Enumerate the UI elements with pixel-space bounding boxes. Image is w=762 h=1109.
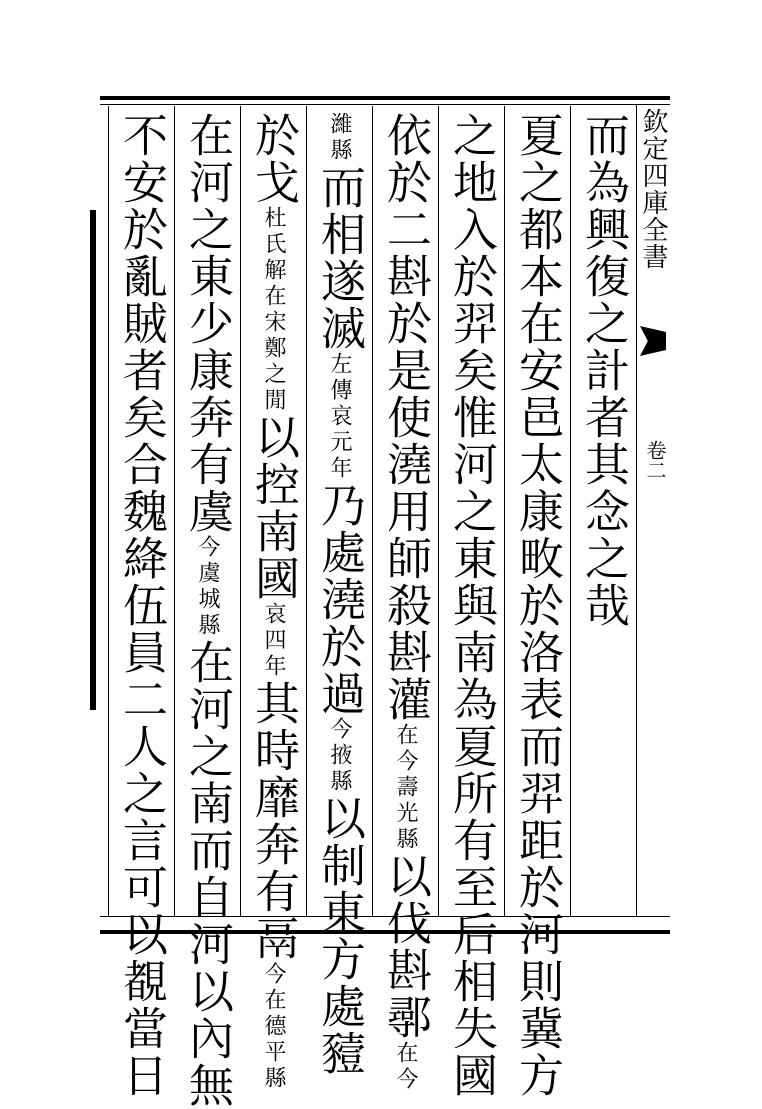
commentary-line-right: 杜氏解在 [261, 206, 286, 310]
column-rule [372, 106, 373, 916]
text-column [111, 112, 171, 1099]
volume-label: 卷二 [643, 440, 667, 480]
commentary-line-right: 今虞 [195, 535, 220, 587]
commentary-line-right: 在今 [393, 1041, 418, 1093]
main-text: 其時靡奔有鬲 [247, 680, 300, 962]
column-rule [570, 106, 571, 916]
column-rule [174, 106, 175, 916]
text-column [177, 112, 237, 1109]
text-column [441, 112, 501, 1099]
commentary-note [309, 717, 369, 795]
column-rule [636, 106, 637, 916]
commentary-line-left: 光縣 [393, 801, 418, 853]
commentary-line-left: 縣 [327, 138, 352, 164]
commentary-line-left: 平縣 [261, 1040, 286, 1092]
text-column [243, 112, 303, 1092]
commentary-line-right: 在今壽 [393, 723, 418, 801]
main-text: 而相遂滅 [313, 164, 366, 352]
commentary-line-right: 今掖 [327, 717, 352, 769]
column-rule [240, 106, 241, 916]
main-text: 之地入於羿矣惟河之東與南為夏所有至后相失國 [445, 112, 498, 1099]
commentary-note [375, 1041, 435, 1093]
main-text: 以控南國 [247, 414, 300, 602]
binding-shadow [90, 210, 96, 710]
book-title: 欽定四庫全書 [638, 108, 668, 270]
main-text: 在河之南而自河以內無 [181, 639, 234, 1109]
main-text: 以伐斟鄩 [379, 853, 432, 1041]
main-text: 以制東方處豷 [313, 795, 366, 1077]
text-column [309, 112, 369, 1077]
commentary-note [177, 535, 237, 639]
commentary-note [309, 112, 369, 164]
main-text: 而為興復之計者其念之哉 [577, 112, 630, 629]
commentary-line-left: 年 [261, 654, 286, 680]
commentary-note [309, 352, 369, 482]
commentary-note [375, 723, 435, 853]
main-text: 在河之東少康奔有虞 [181, 112, 234, 535]
column-rule [306, 106, 307, 916]
text-column [375, 112, 435, 1093]
column-rule [438, 106, 439, 916]
main-text: 依於二斟於是使澆用師殺斟灌 [379, 112, 432, 723]
commentary-line-right: 濰 [327, 112, 352, 138]
commentary-note [243, 206, 303, 414]
commentary-line-left: 元年 [327, 430, 352, 482]
column-rule [108, 106, 109, 916]
commentary-line-left: 城縣 [195, 587, 220, 639]
text-column [573, 112, 633, 912]
main-text: 不安於亂賊者矣合魏絳伍員二人之言可以覩當日 [115, 112, 168, 1099]
frame-inner-top-rule [100, 104, 670, 105]
main-text: 於戈 [247, 112, 300, 206]
commentary-line-right: 今在德 [261, 962, 286, 1040]
commentary-note [243, 602, 303, 680]
column-rule [504, 106, 505, 916]
commentary-line-right: 左傳哀 [327, 352, 352, 430]
commentary-line-left: 縣 [327, 769, 352, 795]
main-text: 夏之都本在安邑太康畋於洛表而羿距於河則冀方 [511, 112, 564, 1099]
commentary-note [243, 962, 303, 1092]
commentary-line-left: 宋鄭之閒 [261, 310, 286, 414]
text-column [507, 112, 567, 1099]
main-text: 乃處澆於過 [313, 482, 366, 717]
commentary-line-right: 哀四 [261, 602, 286, 654]
